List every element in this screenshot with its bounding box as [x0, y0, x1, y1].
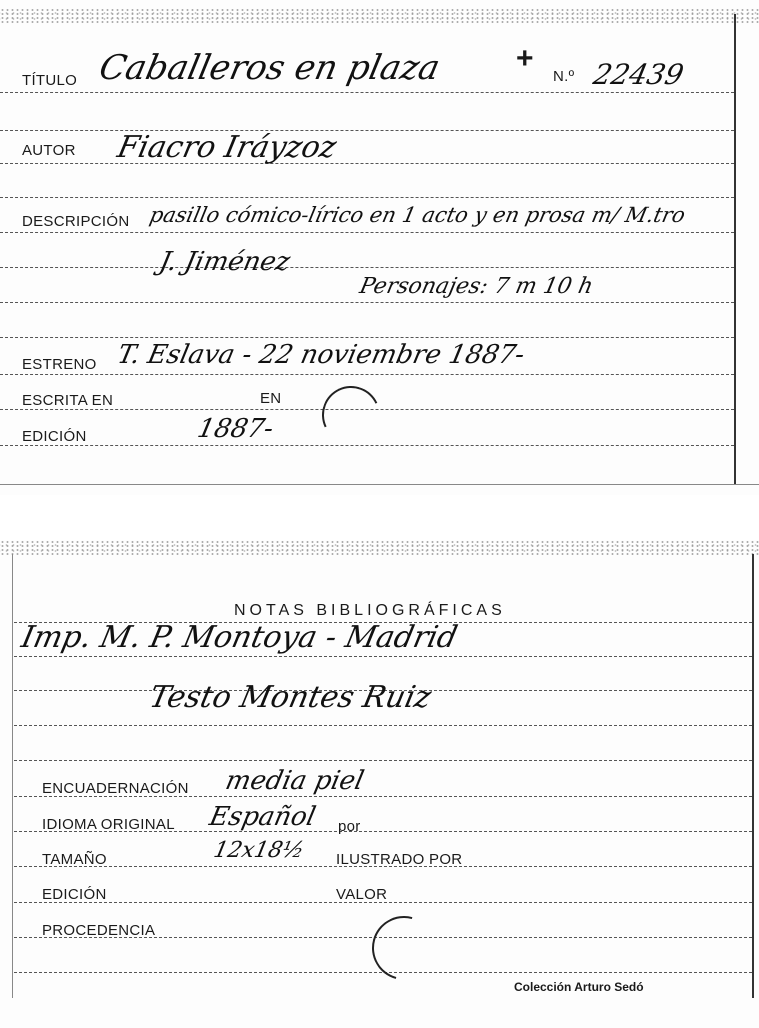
por-label: por: [338, 818, 361, 835]
titulo-value: Caballeros en plaza: [95, 48, 444, 88]
rule-line: [0, 337, 734, 338]
stamp-mark: [360, 904, 447, 991]
escrita-en-label: ESCRITA EN: [22, 392, 114, 409]
rule-line: [0, 130, 734, 131]
rule-line: [14, 760, 752, 761]
estreno-value: T. Eslava - 22 noviembre 1887-: [114, 340, 528, 370]
titulo-label: TÍTULO: [22, 72, 78, 89]
personajes-value: Personajes: 7 m 10 h: [357, 274, 596, 299]
card-bottom-edge: [0, 484, 759, 485]
estreno-label: ESTRENO: [22, 356, 97, 373]
rule-line: [14, 656, 752, 657]
top-edge-texture: [0, 540, 759, 556]
idioma-label: IDIOMA ORIGINAL: [42, 816, 175, 833]
stamp-mark: [314, 378, 388, 452]
edicion-label: EDICIÓN: [42, 886, 107, 903]
tamano-value: 12x18½: [211, 838, 307, 863]
ilustrado-label: ILUSTRADO POR: [336, 851, 463, 868]
rule-line: [0, 197, 734, 198]
rule-line: [0, 374, 734, 375]
idioma-value: Español: [206, 802, 319, 832]
plus-mark: +: [516, 42, 534, 75]
rule-line: [0, 445, 734, 446]
autor-label: AUTOR: [22, 142, 76, 159]
notas-heading: NOTAS BIBLIOGRÁFICAS: [234, 602, 506, 619]
right-border-line: [752, 554, 754, 998]
notes-line1: Imp. M. P. Montoya - Madrid: [18, 620, 461, 655]
edicion-label: EDICIÓN: [22, 428, 87, 445]
top-edge-texture: [0, 8, 759, 24]
autor-value: Fiacro Iráyzoz: [114, 130, 340, 165]
numero-value: 22439: [590, 58, 687, 91]
en-label: EN: [260, 390, 282, 407]
rule-line: [0, 92, 734, 93]
catalog-card-front: [0, 0, 759, 495]
descripcion-label: DESCRIPCIÓN: [22, 213, 130, 230]
tamano-label: TAMAÑO: [42, 851, 107, 868]
rule-line: [0, 267, 734, 268]
valor-label: VALOR: [336, 886, 388, 903]
encuadernacion-label: ENCUADERNACIÓN: [42, 780, 189, 797]
left-border-line: [12, 554, 13, 998]
right-border-line: [734, 14, 736, 485]
catalog-card-back: [0, 540, 759, 1028]
collection-credit: Colección Arturo Sedó: [514, 980, 644, 994]
procedencia-label: PROCEDENCIA: [42, 922, 156, 939]
rule-line: [0, 163, 734, 164]
rule-line: [0, 232, 734, 233]
encuadernacion-value: media piel: [222, 766, 367, 796]
edicion-value: 1887-: [194, 414, 277, 444]
rule-line: [0, 302, 734, 303]
descripcion-value-line2: J. Jiménez: [156, 247, 293, 277]
notes-line2: Testo Montes Ruiz: [146, 680, 435, 715]
numero-label: N.º: [553, 68, 575, 85]
descripcion-value-line1: pasillo cómico-lírico en 1 acto y en prosa m/ M.tro: [147, 203, 688, 227]
rule-line: [14, 725, 752, 726]
